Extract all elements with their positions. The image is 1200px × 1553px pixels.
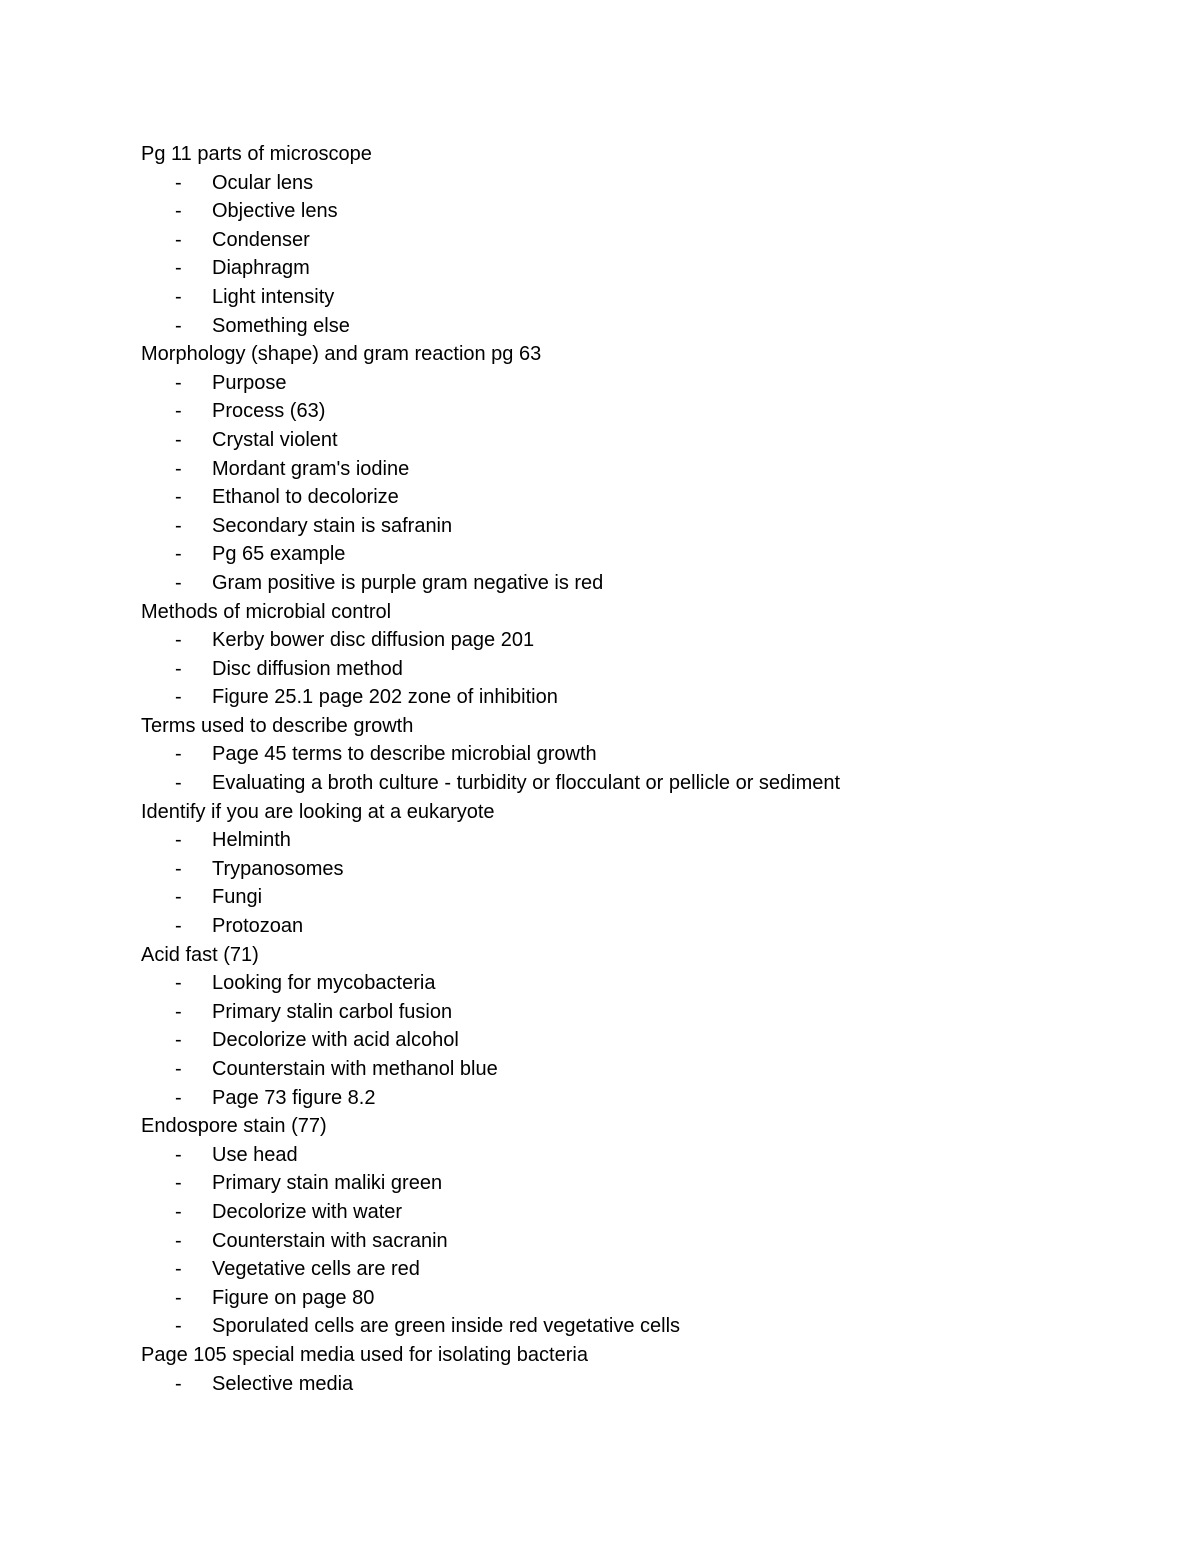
bullet-dash: - [175,1029,182,1052]
list-item-text: Figure 25.1 page 202 zone of inhibition [212,686,558,709]
list-item [141,969,1141,998]
list-item-text: Gram positive is purple gram negative is red [212,571,604,594]
document-page [141,140,1141,1398]
bullet-dash: - [175,657,182,680]
section-heading: Identify if you are looking at a eukaryote [141,800,495,823]
list-item-text: Vegetative cells are red [212,1258,420,1281]
list-item [141,740,1141,769]
bullet-dash: - [175,915,182,938]
list-item [141,655,1141,684]
list-item-text: Pg 65 example [212,543,346,566]
bullet-dash: - [175,571,182,594]
list-item [141,1026,1141,1055]
bullet-dash: - [175,686,182,709]
list-item [141,998,1141,1027]
section-heading: Endospore stain (77) [141,1115,327,1138]
list-item [141,912,1141,941]
bullet-dash: - [175,1172,182,1195]
bullet-dash: - [175,629,182,652]
bullet-dash: - [175,1058,182,1080]
list-item [141,883,1141,912]
list-item-text: Diaphragm [212,257,310,280]
list-item [141,312,1141,341]
list-item-text: Ocular lens [212,171,314,194]
section-heading: Morphology (shape) and gram reaction pg 63 [141,343,542,366]
list-item-text: Selective media [212,1372,354,1395]
list-item-text: Sporulated cells are green inside red vegetative cells [212,1315,681,1338]
bullet-dash: - [175,1286,182,1309]
list-item-text: Looking for mycobacteria [212,972,436,995]
list-item [141,226,1141,255]
bullet-dash: - [175,285,182,308]
list-item [141,626,1141,655]
section-heading: Terms used to describe growth [141,714,414,737]
bullet-dash: - [175,743,182,766]
list-item-text: Crystal violent [212,428,338,451]
list-item-text: Process (63) [212,400,326,423]
bullet-dash: - [175,314,182,337]
list-item-text: Use head [212,1143,298,1166]
bullet-dash: - [175,772,182,795]
list-item [141,855,1141,884]
list-item-text: Purpose [212,371,287,394]
list-item-text: Light intensity [212,285,335,308]
list-item [141,369,1141,398]
list-item-text: Fungi [212,886,263,909]
bullet-dash: - [175,1000,182,1023]
list-item [141,1198,1141,1227]
bullet-dash: - [175,1372,182,1395]
list-item-text: Secondary stain is safranin [212,514,453,537]
bullet-dash: - [175,486,182,509]
list-item-text: Counterstain with sacranin [212,1229,448,1252]
list-item-text: Primary stalin carbol fusion [212,1000,453,1023]
bullet-dash: - [175,200,182,223]
list-item [141,769,1141,798]
list-item [141,169,1141,198]
list-item-text: Page 45 terms to describe microbial growth [212,743,597,766]
bullet-dash: - [175,1143,182,1166]
list-item [141,197,1141,226]
bullet-dash: - [175,228,182,251]
bullet-dash: - [175,886,182,909]
list-item-text: Ethanol to decolorize [212,486,399,509]
section-heading: Acid fast (71) [141,943,259,966]
bullet-dash: - [175,543,182,566]
list-item-text: Objective lens [212,200,338,223]
bullet-dash: - [175,1200,182,1223]
bullet-dash: - [175,1086,182,1109]
list-item [141,1312,1141,1341]
section-heading: Page 105 special media used for isolating bacteria [141,1343,588,1366]
list-item [141,569,1141,598]
list-item-text: Counterstain with methanol blue [212,1058,498,1080]
list-item-text: Trypanosomes [212,857,344,880]
bullet-dash: - [175,1258,182,1281]
bullet-dash: - [175,371,182,394]
bullet-dash: - [175,972,182,995]
list-item-text: Page 73 figure 8.2 [212,1086,376,1109]
list-item-text: Decolorize with acid alcohol [212,1029,459,1052]
section-heading: Methods of microbial control [141,600,392,623]
list-item [141,1084,1141,1113]
list-item-text: Figure on page 80 [212,1286,375,1309]
bullet-dash: - [175,1229,182,1252]
list-item [141,1141,1141,1170]
list-item [141,540,1141,569]
list-item [141,426,1141,455]
list-item-text: Kerby bower disc diffusion page 201 [212,629,535,652]
list-item [141,512,1141,541]
list-item [141,1284,1141,1313]
list-item-text: Mordant gram's iodine [212,457,410,480]
list-item-text: Condenser [212,228,310,251]
list-item-text: Primary stain maliki green [212,1172,443,1195]
list-item-text: Decolorize with water [212,1200,403,1223]
list-item-text: Protozoan [212,915,304,938]
bullet-dash: - [175,428,182,451]
bullet-dash: - [175,514,182,537]
list-item [141,483,1141,512]
list-item-text: Something else [212,314,350,337]
bullet-dash: - [175,457,182,480]
bullet-dash: - [175,857,182,880]
section-heading: Pg 11 parts of microscope [141,143,372,165]
list-item [141,455,1141,484]
list-item [141,283,1141,312]
list-item [141,1227,1141,1256]
list-item [141,1370,1141,1399]
bullet-dash: - [175,1315,182,1338]
list-item [141,683,1141,712]
list-item-text: Helminth [212,829,291,852]
list-item [141,826,1141,855]
list-item-text: Evaluating a broth culture - turbidity or flocculant or pellicle or sediment [212,772,841,795]
bullet-dash: - [175,171,182,194]
list-item [141,254,1141,283]
list-item [141,1169,1141,1198]
list-item [141,1255,1141,1284]
list-item [141,397,1141,426]
bullet-dash: - [175,829,182,852]
bullet-dash: - [175,257,182,280]
bullet-dash: - [175,400,182,423]
list-item [141,1055,1141,1084]
list-item-text: Disc diffusion method [212,657,403,680]
